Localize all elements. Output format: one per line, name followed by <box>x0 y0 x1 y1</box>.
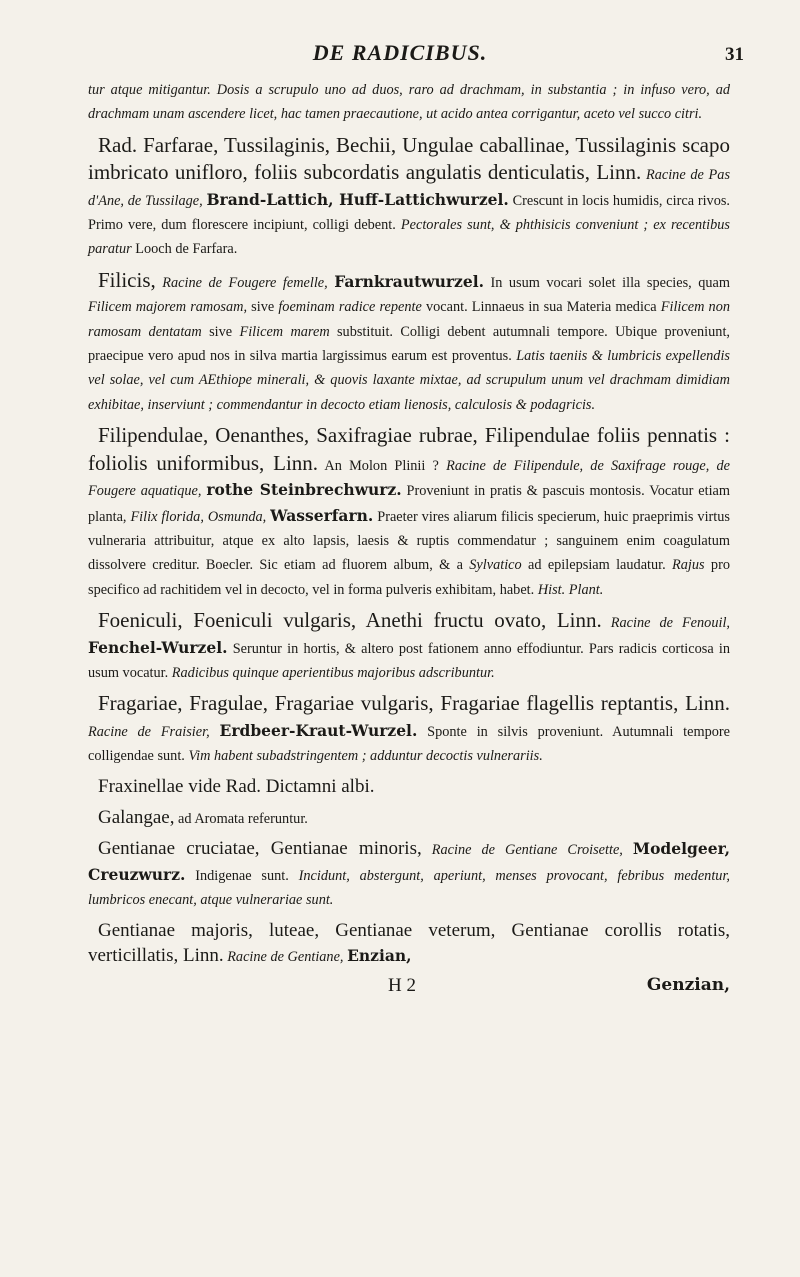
body-text <box>88 78 730 969</box>
entry-gentiana-major-part: Enzian, <box>347 946 412 965</box>
entry-foeniculi-part: Fenchel-Wurzel. <box>88 637 228 657</box>
entry-gentiana-major <box>88 919 730 970</box>
entry-filicis-part: vocant. Linnaeus in sua Materia medica <box>421 299 661 316</box>
entry-galanga-part: ad Aromata referuntur. <box>174 810 308 827</box>
entry-farfara <box>88 133 730 262</box>
entry-gentiana-cruciata-part: Modelgeer, Creuzwurz. <box>88 839 731 884</box>
catchword: Genzian, <box>646 975 730 996</box>
entry-filipendula <box>88 423 730 602</box>
entry-filipendula-part: Sylvatico <box>469 557 522 574</box>
entry-filipendula-part: Wasserfarn. <box>270 505 374 525</box>
entry-foeniculi-part <box>602 615 611 631</box>
entry-fragaria-part: Erdbeer-Kraut-Wurzel. <box>219 720 418 740</box>
entry-filipendula-part: Filipendulae, Oenanthes, Saxifragiae rubrae, Filipendulae foliis pennatis : foliolis uniformibus, Linn. <box>88 423 730 475</box>
entry-filicis-part: Filicem majorem ramosam, <box>88 299 248 316</box>
entry-gentiana-cruciata-part: Indigenae sunt. <box>185 867 299 884</box>
entry-galanga <box>88 806 730 831</box>
entry-filicis-part: Farnkrautwurzel. <box>334 271 484 291</box>
entry-fragaria-part: Vim habent subadstringentem ; adduntur decoctis vulnerariis. <box>188 748 543 765</box>
entry-cont-part: tur atque mitigantur. Dosis a scrupulo uno ad duos, raro ad drachmam, in substantia ; in infuso vero, ad drachmam unam ascendere licet, hac tamen praecautione, ut acido antea corrigantur, aceto vel succo citri. <box>88 82 730 123</box>
entry-foeniculi-part: Seruntur in hortis, & altero post fationem anno effodiuntur. Pars radicis corticosa in usum vocatur. <box>88 640 730 681</box>
entry-foeniculi-part: Racine de Fenouil, <box>610 615 730 632</box>
entry-fragaria-part <box>210 724 220 740</box>
entry-filicis-part: substituit. Colligi debent autumnali tempore. Ubique proveniunt, praecipue vero apud nos in silva martia largissimus earum est proventus. <box>88 323 730 365</box>
entry-filicis <box>88 268 730 417</box>
entry-foeniculi-part: Foeniculi, Foeniculi vulgaris, Anethi fructu ovato, Linn. <box>98 608 602 633</box>
entry-farfara-part: Rad. Farfarae, Tussilaginis, Bechii, Ungulae caballinae, Tussilaginis scapo imbricato unifloro, foliis subcordatis angulatis denticulatis, Linn. <box>88 132 730 185</box>
entry-gentiana-cruciata <box>88 837 730 912</box>
entry-gentiana-cruciata-part: Racine de Gentiane Croisette, <box>431 842 623 859</box>
entry-gentiana-cruciata-part <box>422 842 432 858</box>
entry-cont <box>88 78 730 127</box>
entry-gentiana-cruciata-part: Incidunt, abstergunt, aperiunt, menses provocant, febribus medentur, lumbricos enecant, atque vulnerariae sunt. <box>88 867 730 909</box>
entry-filipendula-part: rothe Steinbrechwurz. <box>206 480 402 500</box>
entry-filipendula-part: An Molon Plinii ? <box>318 457 447 474</box>
entry-filipendula-part: Rajus <box>672 557 705 574</box>
entry-filipendula-part: Proveniunt in pratis & pascuis montosis. Vocatur etiam planta, <box>88 483 731 525</box>
entry-gentiana-cruciata-part: Gentianae cruciatae, Gentianae minoris, <box>98 838 422 860</box>
entry-galanga-part: Galangae, <box>98 806 175 828</box>
page-footer <box>88 975 730 1001</box>
entry-filicis-part: sive <box>201 323 240 340</box>
entry-farfara-part: Crescunt in locis humidis, circa rivos. Primo vere, dum florescere incipiunt, colligi debent. <box>88 192 730 234</box>
entry-filipendula-part: Filix florida, Osmunda, <box>130 508 267 525</box>
entry-filicis-part: Racine de Fougere femelle, <box>162 274 328 291</box>
entry-filipendula-part: Praeter vires aliarum filicis specierum, huic praeprimis virtus vulneraria attribuitur, atque ex alto lapsis, laesis & ruptis commendatur ; sanguinem enim coagulatum dissolvere creditur. Boecler. Sic etiam ad fluorem album, & a <box>88 508 730 574</box>
entry-filicis-part: Filicis, <box>98 267 156 292</box>
entry-filicis-part: sive <box>247 299 279 316</box>
entry-fragaria <box>88 691 730 768</box>
entry-filipendula-part: pro specifico ad rachitidem vel in decocto, vel in forma pulveris exhibitam, habet. <box>88 557 730 598</box>
entry-filicis-part: In usum vocari solet illa species, quam <box>484 274 731 291</box>
running-head: DE RADICIBUS. <box>312 40 488 65</box>
signature-mark: H 2 <box>388 975 416 997</box>
entry-fragaria-part: Racine de Fraisier, <box>88 723 210 740</box>
entry-farfara-part: Looch de Farfara. <box>131 241 238 258</box>
entry-fraxinella-part: Fraxinellae vide Rad. Dictamni albi. <box>98 775 375 797</box>
entry-foeniculi-part: Radicibus quinque aperientibus majoribus adscribuntur. <box>171 664 495 681</box>
entry-filicis-part: Filicem non ramosam dentatam <box>88 299 730 340</box>
entry-fraxinella <box>88 775 730 800</box>
entry-filicis-part: Filicem marem <box>239 323 330 340</box>
entry-fragaria-part: Fragariae, Fragulae, Fragariae vulgaris, Fragariae flagellis reptantis, Linn. <box>98 691 730 716</box>
entry-filicis-part: foeminam radice repente <box>278 299 422 316</box>
entry-farfara-part: Brand-Lattich, Huff-Lattichwurzel. <box>206 189 509 209</box>
entry-farfara-part: Racine de Pas d'Ane, de Tussilage, <box>88 167 731 209</box>
entry-farfara-part: Pectorales sunt, & phthisicis conveniunt ; ex recentibus paratur <box>88 217 730 258</box>
page-number: 31 <box>725 44 744 65</box>
entry-filipendula-part: Hist. Plant. <box>537 581 604 598</box>
entry-filicis-part: Latis taeniis & lumbricis expellendis vel solae, vel cum AEthiope minerali, & quovis laxante mixtae, ad scrupulum unum vel drachmam dimidiam exhibitae, inserviunt ; commendantur in decocto etiam lienosis, calculosis & podagricis. <box>88 348 730 413</box>
entry-gentiana-cruciata-part <box>623 842 633 858</box>
entry-filipendula-part: ad epilepsiam laudatur. <box>521 557 673 574</box>
entry-foeniculi <box>88 608 730 685</box>
entry-gentiana-major-part: Racine de Gentiane, <box>227 949 344 965</box>
entry-filipendula-part: Racine de Filipendule, de Saxifrage rouge, de Fougere aquatique, <box>88 457 731 500</box>
entry-gentiana-major-part: Gentianae majoris, luteae, Gentianae veterum, Gentianae corollis rotatis, verticillatis, Linn. <box>88 919 730 966</box>
entry-fragaria-part: Sponte in silvis proveniunt. Autumnali tempore colligendae sunt. <box>88 723 730 765</box>
